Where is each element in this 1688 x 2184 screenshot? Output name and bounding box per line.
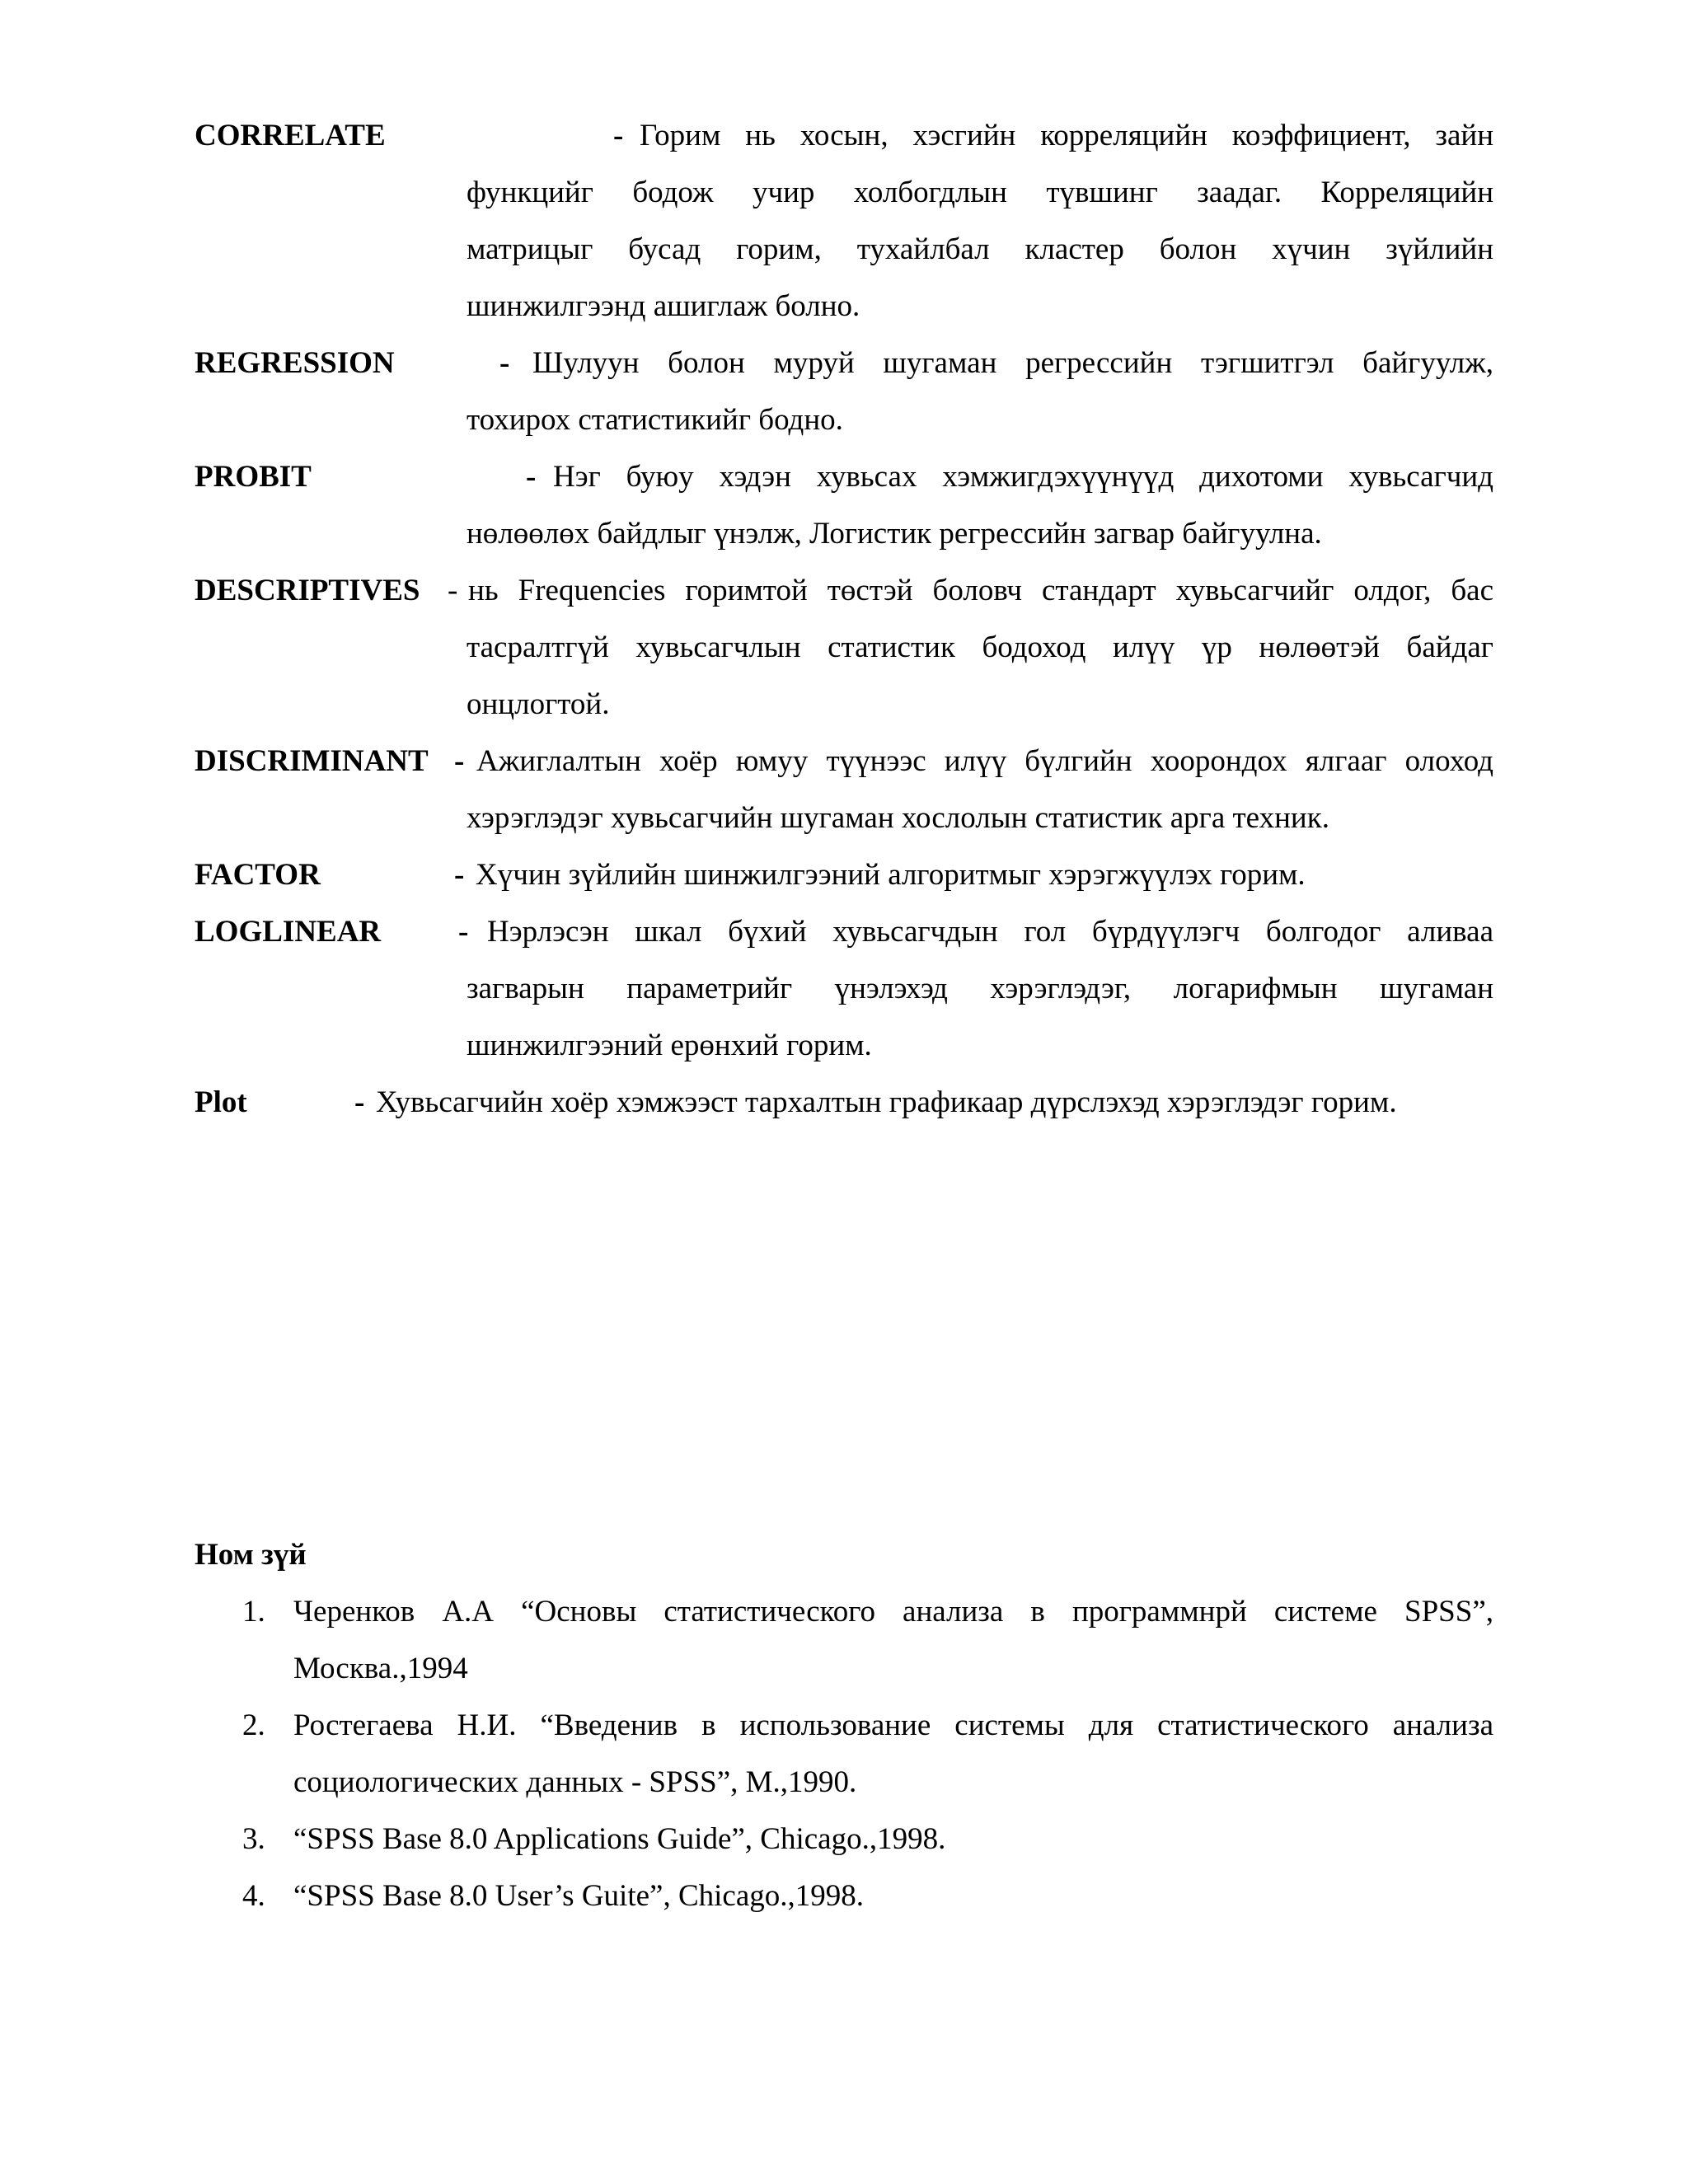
definition-line: матрицыг бусад горим, тухайлбал кластер болон хүчин зүйлийн [467,232,1493,266]
term-dash: - [499,346,510,380]
reference-line: социологических данных - SPSS”, М.,1990. [293,1765,857,1799]
term-factor: FACTOR [195,858,321,892]
definition-line: Ажиглалтын хоёр юмуу түүнээс илүү бүлгийн хоорондох ялгааг олоход [476,744,1493,778]
definition-line: загварын параметрийг үнэлэхэд хэрэглэдэг, логарифмын шугаман [467,972,1493,1005]
definition-line: нь Frequencies горимтой төстэй боловч стандарт хувьсагчийг олдог, бас [468,574,1493,607]
definition-line: Нэрлэсэн шкал бүхий хувьсагчдын гол бүрдүүлэгч болгодог аливаа [487,915,1493,949]
definition-line: шинжилгээний ерөнхий горим. [467,1029,872,1062]
term-plot: Plot [195,1085,247,1119]
reference-line: “SPSS Base 8.0 Applications Guide”, Chicago.,1998. [293,1822,946,1856]
definition-line: функцийг бодож учир холбогдлын түвшинг заадаг. Корреляцийн [467,176,1493,209]
definition-line: Хувьсагчийн хоёр хэмжээст тархалтын графикаар дүрслэхэд хэрэглэдэг горим. [376,1085,1397,1119]
reference-line: Черенков А.А “Основы статистического анализа в программнрй системе SPSS”, [293,1595,1493,1629]
reference-number: 2. [242,1708,265,1742]
term-discriminant: DISCRIMINANT [195,744,429,778]
term-descriptives: DESCRIPTIVES [195,574,420,607]
term-regression: REGRESSION [195,346,395,380]
term-dash: - [454,744,465,778]
term-probit: PROBIT [195,460,312,494]
definition-line: тохирох статистикийг бодно. [467,403,843,437]
term-loglinear: LOGLINEAR [195,915,382,949]
term-dash: - [526,460,537,494]
reference-number: 3. [242,1822,265,1856]
definition-line: нөлөөлөх байдлыг үнэлж, Логистик регрессийн загвар байгуулна. [467,517,1322,551]
definition-line: Нэг буюу хэдэн хувьсах хэмжигдэхүүнүүд дихотоми хувьсагчид [553,460,1493,494]
term-correlate: CORRELATE [195,119,386,152]
term-dash: - [458,915,469,949]
term-dash: - [454,858,465,892]
references-heading: Ном зүй [195,1538,307,1572]
term-dash: - [354,1085,365,1119]
definition-line: тасралтгүй хувьсагчлын статистик бодоход илүү үр нөлөөтэй байдаг [467,630,1493,664]
term-dash: - [613,119,624,152]
reference-number: 1. [242,1595,265,1629]
definition-line: Хүчин зүйлийн шинжилгээний алгоритмыг хэрэгжүүлэх горим. [476,858,1306,892]
definition-line: Горим нь хосын, хэсгийн корреляцийн коэффициент, зайн [640,119,1493,152]
definition-line: хэрэглэдэг хувьсагчийн шугаман хослолын статистик арга техник. [467,801,1329,835]
reference-line: Ростегаева Н.И. “Введенив в использование системы для статистического анализа [293,1708,1493,1742]
reference-line: Москва.,1994 [293,1652,468,1685]
reference-number: 4. [242,1879,265,1913]
definition-line: онцлогтой. [467,687,610,721]
definition-line: шинжилгээнд ашиглаж болно. [467,289,860,323]
term-dash: - [448,574,458,607]
reference-line: “SPSS Base 8.0 User’s Guite”, Chicago.,1998. [293,1879,864,1913]
definition-line: Шулуун болон муруй шугаман регрессийн тэгшитгэл байгуулж, [532,346,1493,380]
